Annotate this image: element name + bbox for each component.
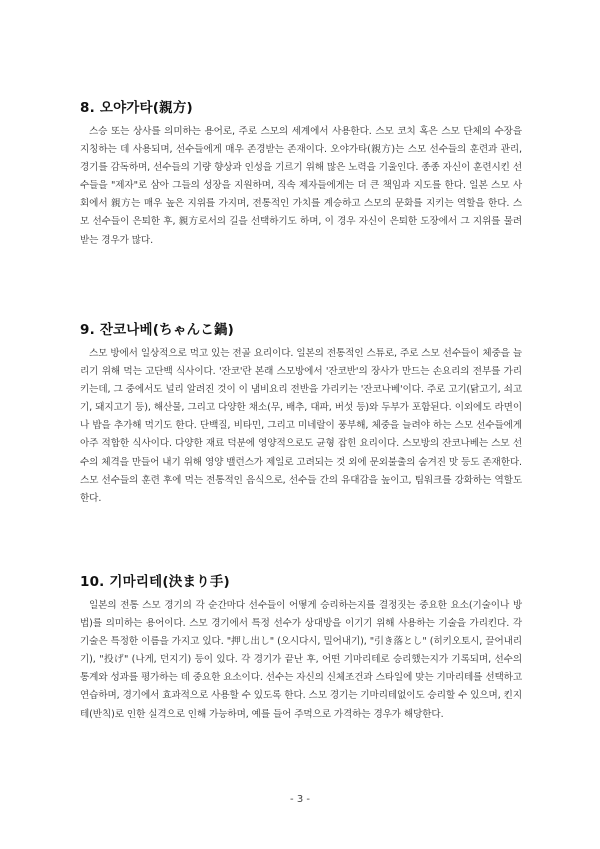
section-paragraph: 스승 또는 상사를 의미하는 용어로, 주로 스모의 세계에서 사용한다. 스모 코치 혹은 스모 단체의 수장을 지칭하는 데 사용되며, 선수들에게 매우 존경받는 존재이다. 오야가타(親方)는 스모 선수들의 훈련과 관리, 경기를 감독하며, 선수들의 기량 향상과 인성을 기르기 위해 많은 노력을 기울인다. 종종 자신이 훈련시킨 선수들을 "제자"로 삼아 그들의 성장을 지원하며, 직속 제자들에게는 더 큰 책임과 지도를 한다. 일본 스모 사회에서 親方는 매우 높은 지위를 가지며, 전통적인 가치를 계승하고 스모의 문화를 지키는 역할을 한다. 스모 선수들이 은퇴한 후, 親方로서의 길을 선택하기도 하며, 이 경우 자신이 은퇴한 도장에서 그 지위를 물려받는 경우가 많다. xyxy=(80,126,522,246)
section-heading: 8. 오야가타(親方) xyxy=(80,100,193,116)
section-chankonabe xyxy=(80,318,522,508)
section-heading: 10. 기마리테(決まり手) xyxy=(80,574,230,590)
section-paragraph: 스모 방에서 일상적으로 먹고 있는 전골 요리이다. 일본의 전통적인 스튜로, 주로 스모 선수들이 체중을 늘리기 위해 먹는 고단백 식사이다. '잔코'란 본래 스모방에서 '잔코반'의 장사가 만드는 손요리의 전부를 가리키는데, 그 중에서도 널리 알려진 것이 이 냄비요리 전반을 가리키는 '잔코나베'이다. 주로 고기(닭고기, 쇠고기, 돼지고기 등), 해산물, 그리고 다양한 채소(무, 배추, 대파, 버섯 등)와 두부가 포함된다. 이외에도 라면이나 밥을 추가해 먹기도 한다. 단백질, 비타민, 그리고 미네랄이 풍부해, 체중을 늘려야 하는 스모 선수들에게 아주 적합한 식사이다. 다양한 재료 덕분에 영양적으로도 균형 잡힌 요리이다. 스모방의 잔코나베는 스모 선수의 체격을 만들어 내기 위해 영양 밸런스가 제일로 고려되는 것 외에 문외불출의 숨겨진 맛 등도 존재한다. 스모 선수들의 훈련 후에 먹는 전통적인 음식으로, 선수들 간의 유대감을 높이고, 팀워크를 강화하는 역할도 한다. xyxy=(80,348,522,504)
section-heading: 9. 잔코나베(ちゃんこ鍋) xyxy=(80,322,235,338)
page-number: - 3 - xyxy=(290,794,310,805)
section-paragraph: 일본의 전통 스모 경기의 각 순간마다 선수들이 어떻게 승리하는지를 결정짓는 중요한 요소(기술이나 방법)를 의미하는 용어이다. 스모 경기에서 특정 선수가 상대방을 이기기 위해 사용하는 기술을 가리킨다. 각 기술은 특정한 이름을 가지고 있다. "押し出し" (오시다시, 밀어내기), "引き落とし" (히키오토시, 끌어내리기), "投げ" (나게, 던지기) 등이 있다. 각 경기가 끝난 후, 어떤 기마리테로 승리했는지가 기록되며, 선수의 통계와 성과를 평가하는 데 중요한 요소이다. 선수는 자신의 신체조건과 스타일에 맞는 기마리테를 선택하고 연습하며, 경기에서 효과적으로 사용할 수 있도록 한다. 스모 경기는 기마리테없이도 승리할 수 있으며, 킨지테(반칙)로 인한 실격으로 인해 가능하며, 예를 들어 주먹으로 가격하는 경우가 해당한다. xyxy=(80,600,522,720)
section-oyakata xyxy=(80,96,522,250)
section-kimarite xyxy=(80,570,522,724)
